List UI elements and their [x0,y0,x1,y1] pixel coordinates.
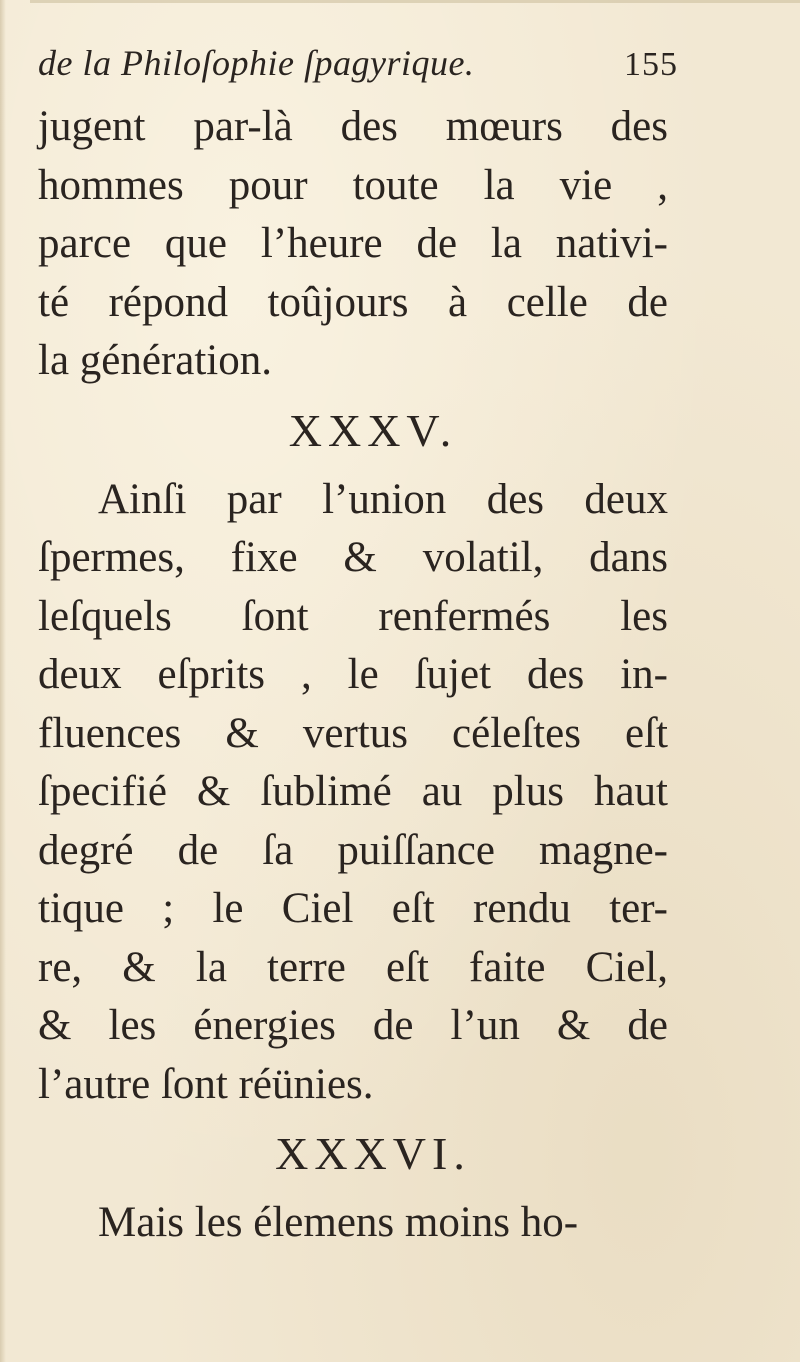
text-line: leſquels ſont renfermés les [38,592,668,640]
text-line: & les énergies de l’un & de [38,1002,668,1049]
page-top-edge [30,0,800,3]
text-line: Mais les élemens moins ho- [98,1199,579,1246]
text-line: la génération. [38,337,273,384]
text-line: l’autre ſont réünies. [38,1060,374,1108]
text-line: ſpermes, fixe & volatil, dans [38,534,668,581]
section-heading-36: XXXVI. [275,1128,471,1179]
text-line: re, & la terre eſt faite Ciel, [38,943,668,991]
text-line: jugent par-là des mœurs des [38,103,668,150]
text-line: Ainſi par l’union des deux [98,475,668,523]
text-line: degré de ſa puiſſance magne- [38,826,668,874]
body-text [38,98,668,1253]
text-line: té répond toûjours à celle de [38,278,668,326]
text-line: deux eſprits , le ſujet des in- [38,651,668,698]
text-line: fluences & vertus céleſtes eſt [38,709,668,757]
running-head [38,42,678,98]
running-head-title: de la Philoſophie ſpagyrique. [38,43,475,83]
text-line: ſpecifié & ſublimé au plus haut [38,768,668,815]
page-number: 155 [624,46,678,83]
section-heading-35: XXXV. [288,404,458,456]
text-line: parce que l’heure de la nativi- [38,220,668,267]
page-gutter-shadow [0,0,6,1362]
text-line: hommes pour toute la vie , [38,161,668,209]
text-line: tique ; le Ciel eſt rendu ter- [38,885,668,932]
